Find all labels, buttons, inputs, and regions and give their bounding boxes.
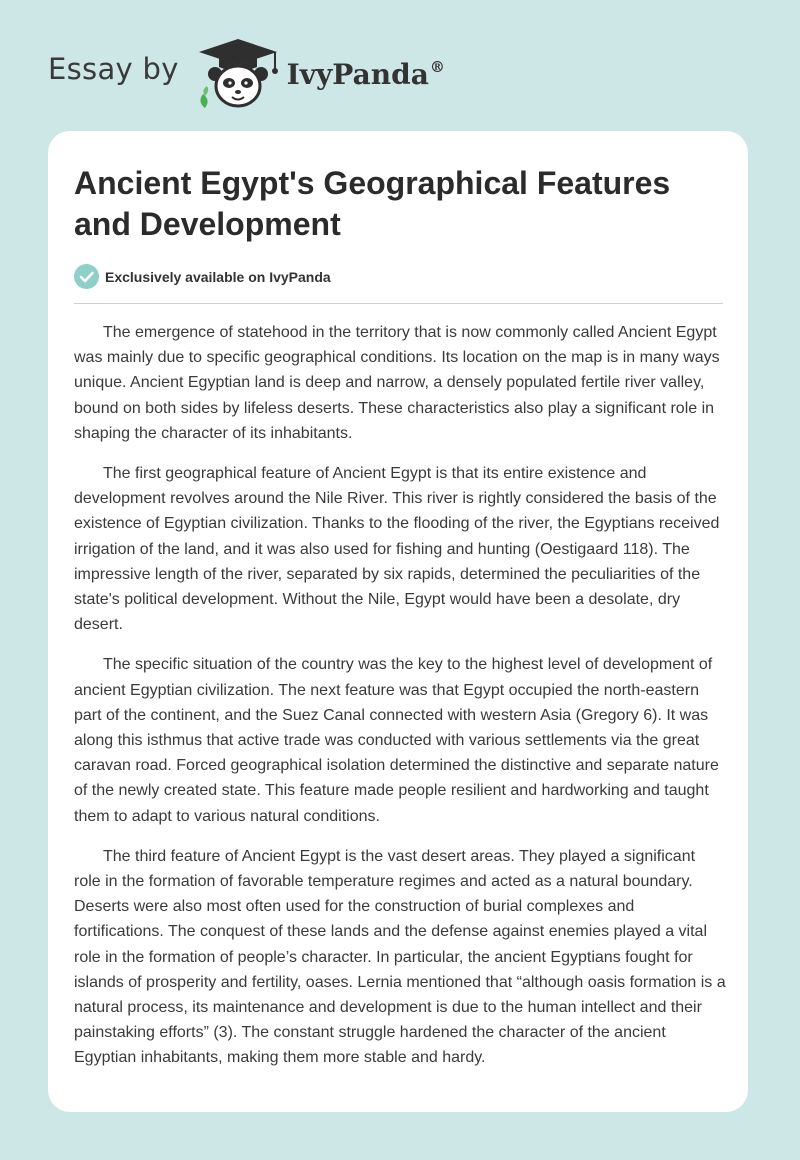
essay-paragraph: The first geographical feature of Ancient Egypt is that its entire existence and development revolves around the Nile River. This river is rightly considered the basis of the existence of Egyptian civilization. Thanks to the flooding of the river, the Egyptians received irrigation of the land, and it was also used for fishing and hunting (Oestigaard 118). The impressive length of the river, separated by six rapids, determined the peculiarities of the state's political development. Without the Nile, Egypt would have been a desolate, dry desert. [74,465,720,634]
exclusive-badge [74,264,331,289]
panda-logo-icon [195,36,285,108]
exclusive-badge-text: Exclusively available on IvyPanda [105,268,331,285]
essay-card [48,131,748,1112]
essay-paragraph: The specific situation of the country was the key to the highest level of development of ancient Egyptian civilization. The next feature was that Egypt occupied the north-eastern part of the continent, and the Suez Canal connected with western Asia (Gregory 6). It was along this isthmus that active trade was conducted with various settlements via the great caravan road. Forced geographical isolation determined the distinctive and separate nature of the newly created state. This feature made people resilient and hardworking and taught them to adapt to various natural conditions. [74,656,719,825]
brand-header [48,36,445,108]
check-circle-icon [74,264,99,289]
brand-prefix: Essay by [48,52,179,86]
essay-body [74,320,726,1086]
essay-title: Ancient Egypt's Geographical Features and Development [74,165,671,242]
brand-name: IvyPanda® [286,57,445,91]
essay-paragraph: The third feature of Ancient Egypt is the vast desert areas. They played a significant role in the formation of favorable temperature regimes and acted as a natural boundary. Deserts were also most often used for the construction of burial complexes and fortifications. The conquest of these lands and the defense against enemies played a vital role in the formation of people’s character. In particular, the ancient Egyptians fought for islands of prosperity and fertility, oases. Lernia mentioned that “although oasis formation is a natural process, its maintenance and development is due to the human intellect and their painstaking efforts” (3). The constant struggle hardened the character of the ancient Egyptian inhabitants, making them more stable and hardy. [74,847,726,1067]
essay-paragraph: The emergence of statehood in the territory that is now commonly called Ancient Egypt was mainly due to specific geographical conditions. Its location on the map is in many ways unique. Ancient Egyptian land is deep and narrow, a densely populated fertile river valley, bound on both sides by lifeless deserts. These characteristics also play a significant role in shaping the character of its inhabitants. [74,324,720,442]
title-divider [74,303,723,304]
